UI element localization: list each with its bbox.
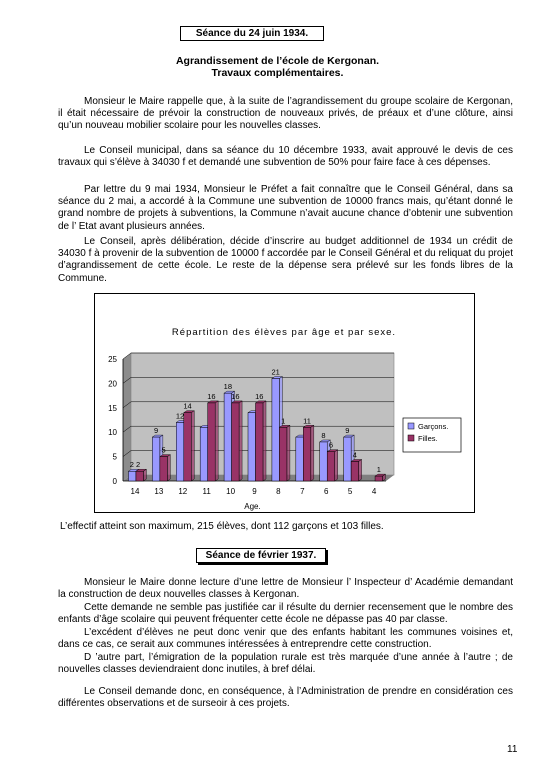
heading-agrandissement: Agrandissement de l’école de Kergonan. xyxy=(175,55,380,67)
bar-side-filles xyxy=(311,425,314,481)
data-label: 12 xyxy=(175,411,185,421)
legend-swatch xyxy=(408,435,414,441)
x-tick-label: 6 xyxy=(324,487,329,496)
paragraph-6: Cette demande ne semble pas justifiée car il résulte du dernier recensement que le nombre des enfants d’âge scolaire qui peuvent fréquenter cette école ne dépasse pas 40 par classe. xyxy=(58,602,513,626)
legend-swatch xyxy=(408,423,414,429)
bar-filles xyxy=(303,427,311,481)
heading-travaux: Travaux complémentaires. xyxy=(211,67,344,79)
paragraph-5: Monsieur le Maire donne lecture d’une lettre de Monsieur l’ Inspecteur d’ Académie demandant la construction de deux nouvelles classes à Kergonan. xyxy=(58,577,513,601)
bar-side-filles xyxy=(263,401,266,481)
session-title-1934: Séance du 24 juin 1934. xyxy=(180,26,324,41)
bar-side-filles xyxy=(191,411,194,481)
bar-filles xyxy=(136,471,144,481)
legend-label: Garçons. xyxy=(418,422,449,431)
bar-garcons xyxy=(224,393,232,481)
paragraph-7: L’excédent d’élèves ne peut donc venir que des enfants habitant les communes voisines et, dans ce cas, ce serait aux communes intéressées à entreprendre cette construction. xyxy=(58,627,513,651)
x-tick-label: 8 xyxy=(276,487,281,496)
data-label: 2 2 xyxy=(129,460,141,470)
bar-garcons xyxy=(152,437,160,481)
x-tick-label: 7 xyxy=(300,487,305,496)
bar-filles xyxy=(160,457,168,481)
data-label: 5 xyxy=(161,445,166,455)
y-tick-label: 20 xyxy=(108,379,117,389)
x-tick-label: 14 xyxy=(130,487,140,496)
bar-garcons xyxy=(248,413,256,481)
data-label: 16 xyxy=(207,391,216,401)
bar-side-filles xyxy=(335,450,338,481)
bar-side-filles xyxy=(287,425,290,481)
bar-filles xyxy=(279,427,287,481)
bar-chart xyxy=(95,294,474,512)
y-tick-label: 25 xyxy=(108,355,117,364)
chart-frame xyxy=(94,293,475,513)
data-label: 18 xyxy=(223,382,233,392)
data-label: 1 xyxy=(281,416,286,426)
x-tick-label: 5 xyxy=(347,487,353,496)
data-label: 16 xyxy=(255,391,264,401)
x-tick-label: 11 xyxy=(202,487,211,496)
bar-side-filles xyxy=(167,455,170,481)
x-tick-label: 13 xyxy=(154,487,164,496)
x-tick-label: 4 xyxy=(371,487,377,496)
chart-title: Répartition des élèves par âge et par sexe. xyxy=(171,327,397,338)
bar-garcons xyxy=(272,379,280,481)
bar-side-filles xyxy=(359,459,362,481)
bar-garcons xyxy=(200,427,208,481)
bar-garcons xyxy=(176,422,184,481)
x-tick-label: 12 xyxy=(178,487,188,496)
bar-filles xyxy=(208,403,216,481)
session-title-1937: Séance de février 1937. xyxy=(196,548,326,563)
bar-garcons xyxy=(344,437,352,481)
data-label: 14 xyxy=(183,401,192,411)
y-tick-label: 10 xyxy=(108,428,117,438)
data-label: 8 xyxy=(321,430,326,440)
paragraph-3: Par lettre du 9 mai 1934, Monsieur le Préfet a fait connaître que le Conseil Général, dans sa séance du 2 mai, a accordé à la Commune une subvention de 10000 francs mais, qu’étant donné le grand nombre de projets à subventions, la Commune n’avait aucune chance d’obtenir une subvention de l’ Etat avant plusieurs années. xyxy=(58,184,513,232)
bar-side-filles xyxy=(215,401,218,481)
bar-garcons xyxy=(296,437,304,481)
x-axis-label: Age. xyxy=(244,502,261,511)
paragraph-1: Monsieur le Maire rappelle que, à la suite de l’agrandissement du groupe scolaire de Kergonan, il était nécessaire de prévoir la construction de nouveaux privés, de préaux et d’une clôture, ainsi qu’un nouveau mobilier scolaire pour les nouvelles classes. xyxy=(58,96,513,132)
x-tick-label: 10 xyxy=(226,487,236,496)
bar-filles xyxy=(375,476,383,481)
bar-garcons xyxy=(128,471,136,481)
data-label: 9 xyxy=(154,426,159,436)
page-number: 11 xyxy=(507,744,518,755)
bar-filles xyxy=(256,403,264,481)
bar-filles xyxy=(184,413,192,481)
bar-filles xyxy=(232,403,240,481)
y-tick-label: 15 xyxy=(108,403,117,413)
bar-garcons xyxy=(320,442,328,481)
paragraph-9: Le Conseil demande donc, en conséquence, à l’Administration de prendre en considération ces différentes observations et de surseoir à ces projets. xyxy=(58,686,513,710)
bar-side-filles xyxy=(143,469,146,481)
data-label: 9 xyxy=(345,426,350,436)
data-label: 11 xyxy=(303,416,311,426)
bar-side-filles xyxy=(239,401,242,481)
bar-filles xyxy=(351,461,359,481)
paragraph-4: Le Conseil, après délibération, décide d’inscrire au budget additionnel de 1934 un crédit de 34030 f à provenir de la subvention de 10000 f accordée par le Conseil Général et du reliquat du projet d’agrandissement de cette école. Le reste de la dépense sera prélevé sur les fonds libres de la Commune. xyxy=(58,236,513,284)
data-label: 16 xyxy=(231,391,240,401)
legend-label: Filles. xyxy=(418,434,438,443)
effectif-text: L’effectif atteint son maximum, 215 élèves, dont 112 garçons et 103 filles. xyxy=(60,521,384,532)
y-tick-label: 0 xyxy=(112,477,117,486)
data-label: 6 xyxy=(328,440,334,450)
x-tick-label: 9 xyxy=(252,487,257,496)
data-label: 21 xyxy=(271,367,280,377)
y-tick-label: 5 xyxy=(112,452,117,462)
data-label: 1 xyxy=(376,465,381,475)
paragraph-8: D ’autre part, l’émigration de la population rurale est très marquée d’une année à l’autre ; de nouvelles classes deviendraient donc inutiles, à bref délai. xyxy=(58,652,513,676)
paragraph-2: Le Conseil municipal, dans sa séance du 10 décembre 1933, avait approuvé le devis de ces travaux qui s’élève à 34030 f et demandé une subvention de 50% pour faire face à ces dépenses. xyxy=(58,145,513,169)
bar-filles xyxy=(327,452,335,481)
data-label: 4 xyxy=(352,450,357,460)
